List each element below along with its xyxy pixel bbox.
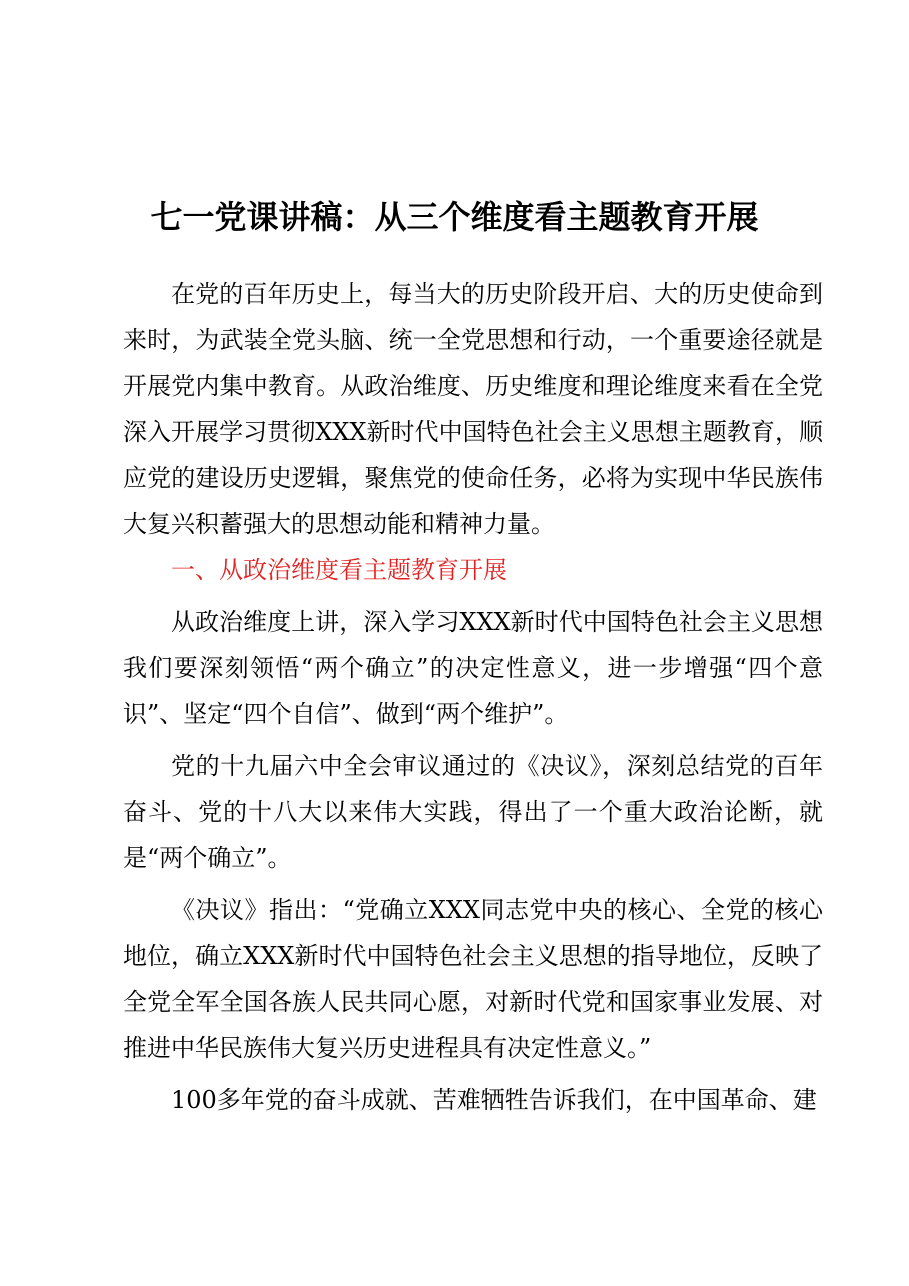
paragraph-quote: 《决议》指出：“党确立XXX同志党中央的核心、全党的核心地位，确立XXX新时代中国特色社会主义思想的指导地位，反映了全党全军全国各族人民共同心愿，对新时代党和国家事业发展、对推进中华民族伟大复兴历史进程具有决定性意义。” <box>123 896 823 1062</box>
paragraph-intro: 在党的百年历史上，每当大的历史阶段开启、大的历史使命到来时，为武装全党头脑、统一全党思想和行动，一个重要途径就是开展党内集中教育。从政治维度、历史维度和理论维度来看在全党深入开展学习贯彻XXX新时代中国特色社会主义思想主题教育，顺应党的建设历史逻辑，聚焦党的使命任务，必将为实现中华民族伟大复兴积蓄强大的思想动能和精神力量。 <box>123 280 823 538</box>
paragraph-resolution: 党的十九届六中全会审议通过的《决议》，深刻总结党的百年奋斗、党的十八大以来伟大实践，得出了一个重大政治论断，就是“两个确立”。 <box>123 752 823 872</box>
body-block-1 <box>123 271 823 1123</box>
paragraph-history: 100多年党的奋斗成就、苦难牺牲告诉我们，在中国革命、建 <box>171 1086 817 1114</box>
section-heading-1: 一、从政治维度看主题教育开展 <box>171 556 507 584</box>
paragraph-political: 从政治维度上讲，深入学习XXX新时代中国特色社会主义思想我们要深刻领悟“两个确立”的决定性意义，进一步增强“四个意识”、坚定“四个自信”、做到“两个维护”。 <box>123 608 823 728</box>
document-title: 七一党课讲稿：从三个维度看主题教育开展 <box>150 198 759 236</box>
